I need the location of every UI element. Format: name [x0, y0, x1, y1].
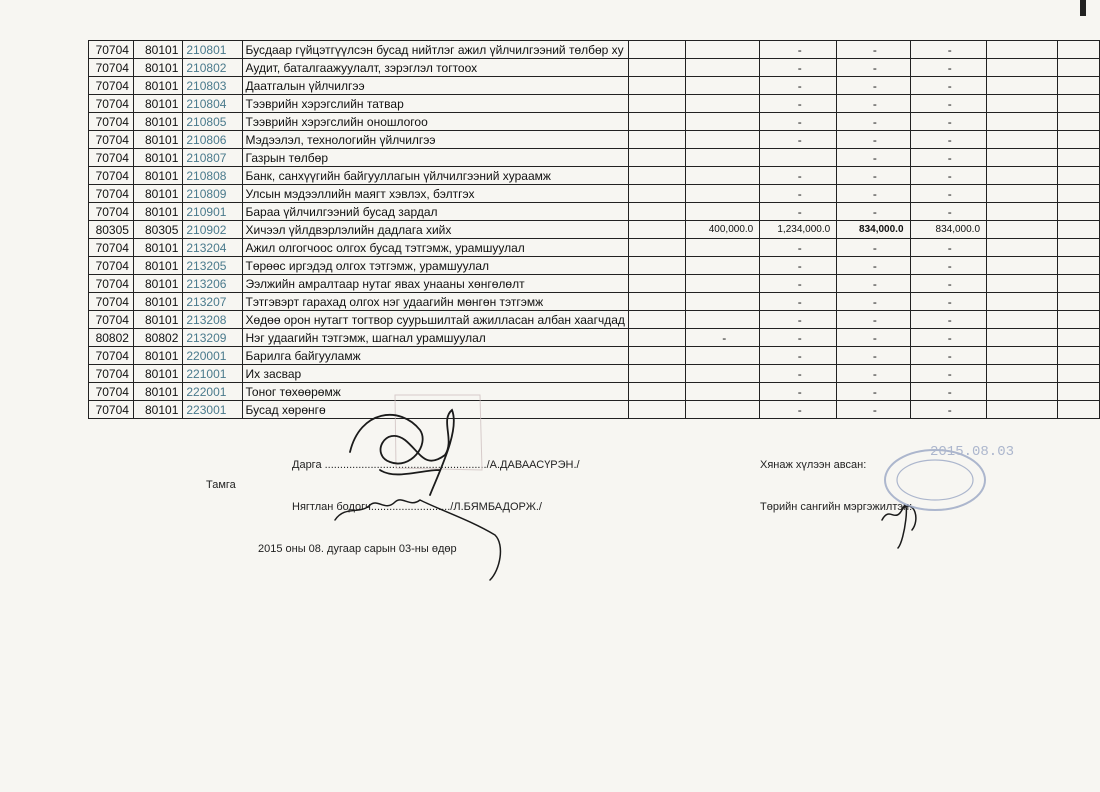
code-1-cell: 70704 — [89, 365, 134, 383]
empty-cell — [987, 365, 1058, 383]
amount-4-cell: - — [910, 167, 987, 185]
code-2-cell: 80101 — [133, 365, 182, 383]
empty-cell — [1057, 95, 1099, 113]
amount-3-cell: - — [837, 347, 910, 365]
empty-cell — [987, 275, 1058, 293]
code-1-cell: 70704 — [89, 347, 134, 365]
empty-cell — [987, 239, 1058, 257]
amount-1-cell — [686, 275, 760, 293]
received-label: Хянаж хүлээн авсан: — [760, 459, 867, 471]
code-3-cell: 210807 — [183, 149, 242, 167]
edge-mark — [1080, 0, 1086, 16]
amount-3-cell: - — [837, 131, 910, 149]
amount-1-cell — [686, 149, 760, 167]
amount-1-cell — [686, 41, 760, 59]
amount-2-cell: - — [760, 239, 837, 257]
amount-1-cell — [686, 257, 760, 275]
empty-cell — [628, 311, 685, 329]
empty-cell — [1057, 41, 1099, 59]
amount-4-cell: - — [910, 347, 987, 365]
code-3-cell: 210808 — [183, 167, 242, 185]
item-name-cell: Хөдөө орон нутагт тогтвор суурьшилтай ажилласан албан хаагчдад — [242, 311, 628, 329]
amount-2-cell: - — [760, 59, 837, 77]
code-2-cell: 80101 — [133, 149, 182, 167]
amount-3-cell: - — [837, 185, 910, 203]
empty-cell — [1057, 185, 1099, 203]
code-1-cell: 70704 — [89, 131, 134, 149]
amount-3-cell: - — [837, 329, 910, 347]
empty-cell — [628, 347, 685, 365]
table-row — [89, 41, 1100, 59]
amount-4-cell: - — [910, 131, 987, 149]
amount-3-cell: - — [837, 257, 910, 275]
amount-3-cell: - — [837, 167, 910, 185]
amount-2-cell: - — [760, 167, 837, 185]
item-name-cell: Их засвар — [242, 365, 628, 383]
item-name-cell: Улсын мэдээллийн маягт хэвлэх, бэлтгэх — [242, 185, 628, 203]
amount-3-cell: - — [837, 401, 910, 419]
table-row — [89, 239, 1100, 257]
code-2-cell: 80101 — [133, 401, 182, 419]
amount-2-cell: - — [760, 131, 837, 149]
amount-4-cell: - — [910, 59, 987, 77]
director-line: Дарга ...................................................../А.ДАВААСҮРЭН./ — [292, 459, 580, 471]
code-2-cell: 80101 — [133, 167, 182, 185]
code-2-cell: 80101 — [133, 41, 182, 59]
table-row — [89, 329, 1100, 347]
code-1-cell: 70704 — [89, 257, 134, 275]
amount-1-cell — [686, 293, 760, 311]
amount-2-cell: - — [760, 257, 837, 275]
amount-1-cell — [686, 203, 760, 221]
amount-3-cell: - — [837, 311, 910, 329]
amount-1-cell — [686, 95, 760, 113]
code-1-cell: 70704 — [89, 41, 134, 59]
amount-1-cell — [686, 185, 760, 203]
code-2-cell: 80101 — [133, 383, 182, 401]
amount-1-cell: 400,000.0 — [686, 221, 760, 239]
amount-3-cell: - — [837, 293, 910, 311]
amount-2-cell: - — [760, 203, 837, 221]
empty-cell — [628, 221, 685, 239]
amount-3-cell: 834,000.0 — [837, 221, 910, 239]
empty-cell — [987, 59, 1058, 77]
empty-cell — [1057, 347, 1099, 365]
table-row — [89, 347, 1100, 365]
item-name-cell: Аудит, баталгаажуулалт, зэрэглэл тогтоох — [242, 59, 628, 77]
table-row — [89, 77, 1100, 95]
code-3-cell: 213204 — [183, 239, 242, 257]
amount-1-cell — [686, 401, 760, 419]
empty-cell — [987, 77, 1058, 95]
code-3-cell: 210809 — [183, 185, 242, 203]
empty-cell — [1057, 113, 1099, 131]
empty-cell — [1057, 77, 1099, 95]
item-name-cell: Тээврийн хэрэгслийн татвар — [242, 95, 628, 113]
item-name-cell: Бараа үйлчилгээний бусад зардал — [242, 203, 628, 221]
item-name-cell: Бусдаар гүйцэтгүүлсэн бусад нийтлэг ажил үйлчилгээний төлбөр ху — [242, 41, 628, 59]
amount-4-cell: - — [910, 113, 987, 131]
amount-4-cell: - — [910, 185, 987, 203]
amount-3-cell: - — [837, 95, 910, 113]
table-row — [89, 401, 1100, 419]
code-2-cell: 80101 — [133, 275, 182, 293]
item-name-cell: Даатгалын үйлчилгээ — [242, 77, 628, 95]
amount-2-cell: - — [760, 275, 837, 293]
code-3-cell: 210806 — [183, 131, 242, 149]
table-row — [89, 95, 1100, 113]
empty-cell — [628, 293, 685, 311]
amount-2-cell — [760, 149, 837, 167]
code-2-cell: 80101 — [133, 347, 182, 365]
item-name-cell: Төрөөс иргэдэд олгох тэтгэмж, урамшуулал — [242, 257, 628, 275]
item-name-cell: Барилга байгууламж — [242, 347, 628, 365]
code-2-cell: 80101 — [133, 185, 182, 203]
empty-cell — [628, 257, 685, 275]
empty-cell — [987, 131, 1058, 149]
table-row — [89, 365, 1100, 383]
amount-4-cell: 834,000.0 — [910, 221, 987, 239]
code-1-cell: 70704 — [89, 383, 134, 401]
amount-1-cell — [686, 347, 760, 365]
empty-cell — [1057, 329, 1099, 347]
empty-cell — [987, 347, 1058, 365]
stamp-label: Тамга — [206, 479, 236, 491]
amount-1-cell: - — [686, 329, 760, 347]
empty-cell — [628, 203, 685, 221]
item-name-cell: Тээврийн хэрэгслийн оношлогоо — [242, 113, 628, 131]
amount-2-cell: - — [760, 113, 837, 131]
code-2-cell: 80101 — [133, 95, 182, 113]
code-2-cell: 80101 — [133, 113, 182, 131]
amount-4-cell: - — [910, 401, 987, 419]
empty-cell — [987, 221, 1058, 239]
item-name-cell: Тэтгэвэрт гарахад олгох нэг удаагийн мөнгөн тэтгэмж — [242, 293, 628, 311]
item-name-cell: Бусад хөрөнгө — [242, 401, 628, 419]
code-1-cell: 70704 — [89, 293, 134, 311]
empty-cell — [1057, 401, 1099, 419]
code-3-cell: 213205 — [183, 257, 242, 275]
empty-cell — [1057, 275, 1099, 293]
table-row — [89, 203, 1100, 221]
amount-3-cell: - — [837, 41, 910, 59]
amount-4-cell: - — [910, 257, 987, 275]
table-row — [89, 257, 1100, 275]
code-2-cell: 80101 — [133, 311, 182, 329]
code-1-cell: 80305 — [89, 221, 134, 239]
code-2-cell: 80305 — [133, 221, 182, 239]
empty-cell — [987, 257, 1058, 275]
empty-cell — [628, 401, 685, 419]
code-3-cell: 213209 — [183, 329, 242, 347]
code-2-cell: 80101 — [133, 293, 182, 311]
empty-cell — [987, 149, 1058, 167]
director-signature — [350, 410, 454, 495]
table-row — [89, 383, 1100, 401]
code-1-cell: 80802 — [89, 329, 134, 347]
code-1-cell: 70704 — [89, 113, 134, 131]
item-name-cell: Тоног төхөөрөмж — [242, 383, 628, 401]
amount-1-cell — [686, 239, 760, 257]
amount-4-cell: - — [910, 149, 987, 167]
accountant-line: Нягтлан бодогч........................../Л.БЯМБАДОРЖ./ — [292, 501, 542, 513]
amount-2-cell: - — [760, 77, 837, 95]
code-1-cell: 70704 — [89, 203, 134, 221]
amount-2-cell: - — [760, 293, 837, 311]
amount-3-cell: - — [837, 239, 910, 257]
empty-cell — [987, 95, 1058, 113]
amount-4-cell: - — [910, 311, 987, 329]
code-3-cell: 210902 — [183, 221, 242, 239]
empty-cell — [1057, 257, 1099, 275]
amount-4-cell: - — [910, 383, 987, 401]
code-1-cell: 70704 — [89, 311, 134, 329]
code-3-cell: 210901 — [183, 203, 242, 221]
code-2-cell: 80802 — [133, 329, 182, 347]
code-2-cell: 80101 — [133, 59, 182, 77]
amount-4-cell: - — [910, 275, 987, 293]
code-1-cell: 70704 — [89, 167, 134, 185]
empty-cell — [987, 185, 1058, 203]
amount-4-cell: - — [910, 329, 987, 347]
amount-1-cell — [686, 365, 760, 383]
empty-cell — [628, 149, 685, 167]
code-1-cell: 70704 — [89, 77, 134, 95]
empty-cell — [628, 95, 685, 113]
empty-cell — [1057, 149, 1099, 167]
empty-cell — [1057, 203, 1099, 221]
empty-cell — [628, 59, 685, 77]
table-row — [89, 167, 1100, 185]
amount-3-cell: - — [837, 59, 910, 77]
amount-2-cell: - — [760, 185, 837, 203]
amount-1-cell — [686, 167, 760, 185]
amount-1-cell — [686, 311, 760, 329]
empty-cell — [628, 383, 685, 401]
table-row — [89, 59, 1100, 77]
amount-2-cell: - — [760, 329, 837, 347]
empty-cell — [1057, 131, 1099, 149]
amount-3-cell: - — [837, 113, 910, 131]
amount-3-cell: - — [837, 203, 910, 221]
amount-1-cell — [686, 131, 760, 149]
amount-2-cell: - — [760, 95, 837, 113]
amount-1-cell — [686, 59, 760, 77]
empty-cell — [628, 131, 685, 149]
amount-3-cell: - — [837, 275, 910, 293]
amount-4-cell: - — [910, 365, 987, 383]
code-2-cell: 80101 — [133, 131, 182, 149]
amount-3-cell: - — [837, 149, 910, 167]
table-row — [89, 149, 1100, 167]
empty-cell — [628, 167, 685, 185]
amount-3-cell: - — [837, 365, 910, 383]
amount-4-cell: - — [910, 203, 987, 221]
amount-1-cell — [686, 77, 760, 95]
amount-2-cell: - — [760, 41, 837, 59]
table-row — [89, 185, 1100, 203]
code-3-cell: 210802 — [183, 59, 242, 77]
table-row — [89, 221, 1100, 239]
code-3-cell: 220001 — [183, 347, 242, 365]
amount-2-cell: - — [760, 347, 837, 365]
item-name-cell: Ээлжийн амралтаар нутаг явах унааны хөнгөлөлт — [242, 275, 628, 293]
empty-cell — [1057, 221, 1099, 239]
amount-1-cell — [686, 113, 760, 131]
code-1-cell: 70704 — [89, 185, 134, 203]
empty-cell — [1057, 383, 1099, 401]
amount-3-cell: - — [837, 383, 910, 401]
item-name-cell: Ажил олгогчоос олгох бусад тэтгэмж, урамшуулал — [242, 239, 628, 257]
code-3-cell: 213206 — [183, 275, 242, 293]
empty-cell — [987, 383, 1058, 401]
amount-4-cell: - — [910, 293, 987, 311]
amount-2-cell: - — [760, 383, 837, 401]
code-1-cell: 70704 — [89, 59, 134, 77]
amount-4-cell: - — [910, 77, 987, 95]
empty-cell — [1057, 59, 1099, 77]
empty-cell — [1057, 293, 1099, 311]
stamp-date-text: 2015.08.03 — [930, 444, 1015, 460]
empty-cell — [628, 77, 685, 95]
treasury-label: Төрийн сангийн мэргэжилтэн: — [760, 501, 913, 513]
item-name-cell: Нэг удаагийн тэтгэмж, шагнал урамшуулал — [242, 329, 628, 347]
amount-4-cell: - — [910, 95, 987, 113]
code-1-cell: 70704 — [89, 239, 134, 257]
empty-cell — [987, 401, 1058, 419]
code-1-cell: 70704 — [89, 149, 134, 167]
amount-4-cell: - — [910, 239, 987, 257]
empty-cell — [987, 329, 1058, 347]
code-3-cell: 210805 — [183, 113, 242, 131]
empty-cell — [987, 293, 1058, 311]
empty-cell — [987, 41, 1058, 59]
code-2-cell: 80101 — [133, 257, 182, 275]
amount-3-cell: - — [837, 77, 910, 95]
empty-cell — [628, 113, 685, 131]
amount-2-cell: - — [760, 401, 837, 419]
empty-cell — [1057, 167, 1099, 185]
empty-cell — [1057, 365, 1099, 383]
empty-cell — [987, 113, 1058, 131]
amount-4-cell: - — [910, 41, 987, 59]
empty-cell — [1057, 239, 1099, 257]
empty-cell — [987, 167, 1058, 185]
amount-2-cell: - — [760, 311, 837, 329]
amount-2-cell: 1,234,000.0 — [760, 221, 837, 239]
empty-cell — [628, 185, 685, 203]
item-name-cell: Банк, санхүүгийн байгууллагын үйлчилгээний хураамж — [242, 167, 628, 185]
code-2-cell: 80101 — [133, 77, 182, 95]
code-3-cell: 221001 — [183, 365, 242, 383]
amount-1-cell — [686, 383, 760, 401]
empty-cell — [987, 311, 1058, 329]
code-2-cell: 80101 — [133, 239, 182, 257]
code-3-cell: 213208 — [183, 311, 242, 329]
code-3-cell: 223001 — [183, 401, 242, 419]
code-3-cell: 222001 — [183, 383, 242, 401]
code-2-cell: 80101 — [133, 203, 182, 221]
empty-cell — [987, 203, 1058, 221]
empty-cell — [628, 239, 685, 257]
table-row — [89, 293, 1100, 311]
code-1-cell: 70704 — [89, 95, 134, 113]
empty-cell — [1057, 311, 1099, 329]
table-row — [89, 131, 1100, 149]
code-3-cell: 210804 — [183, 95, 242, 113]
item-name-cell: Мэдээлэл, технологийн үйлчилгээ — [242, 131, 628, 149]
budget-table — [88, 40, 1100, 419]
table-row — [89, 113, 1100, 131]
date-line: 2015 оны 08. дугаар сарын 03-ны өдөр — [258, 543, 457, 555]
empty-cell — [628, 275, 685, 293]
table-row — [89, 275, 1100, 293]
empty-cell — [628, 329, 685, 347]
table-row — [89, 311, 1100, 329]
code-3-cell: 210801 — [183, 41, 242, 59]
empty-cell — [628, 41, 685, 59]
code-3-cell: 210803 — [183, 77, 242, 95]
item-name-cell: Газрын төлбөр — [242, 149, 628, 167]
empty-cell — [628, 365, 685, 383]
item-name-cell: Хичээл үйлдвэрлэлийн дадлага хийх — [242, 221, 628, 239]
code-1-cell: 70704 — [89, 275, 134, 293]
code-1-cell: 70704 — [89, 401, 134, 419]
amount-2-cell: - — [760, 365, 837, 383]
code-3-cell: 213207 — [183, 293, 242, 311]
